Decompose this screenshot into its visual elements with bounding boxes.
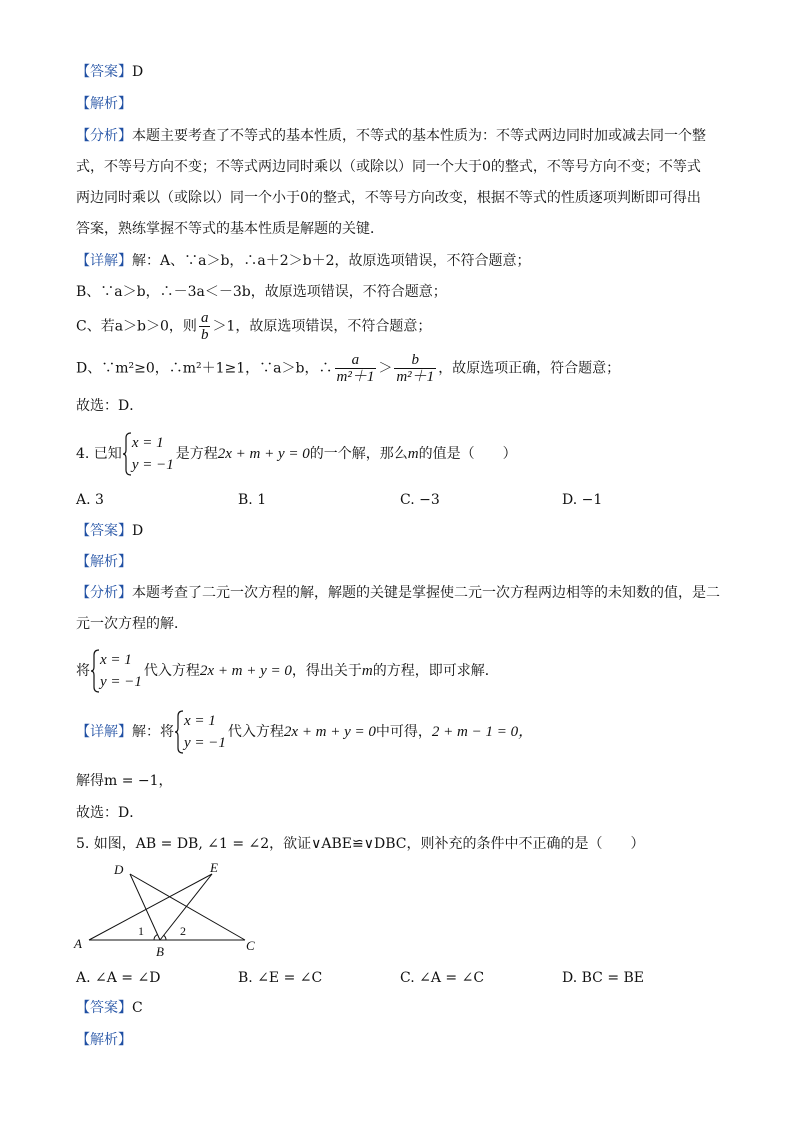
q4-answer: D [132, 523, 144, 539]
system-row-2: y = −1 [131, 457, 174, 473]
q4-stem-mid: 是方程 [175, 446, 218, 462]
q5-option-b: B. ∠E = ∠C [238, 970, 323, 986]
q5-analysis-tag [76, 1030, 132, 1050]
q3-detail-d [76, 352, 620, 385]
q5-stem: 5. 如图，AB = DB, ∠1 = ∠2，欲证∨ABE≌∨DBC，则补充的条件中不正确的是（ ） [76, 836, 645, 852]
equation-system [176, 710, 226, 754]
frac-den: b [200, 327, 209, 343]
q4-analysis-tag [76, 552, 132, 572]
q3-analysis-tag [76, 94, 132, 114]
var-m: m [407, 446, 419, 462]
q3-detail-d-post: ，故原选项正确，符合题意； [438, 360, 621, 377]
q3-detail-d-pre: D、∵m²≥0，∴m²＋1≥1，∵a＞b，∴ [76, 360, 333, 377]
label-E: E [210, 860, 218, 875]
q4-equation: 2x + m + y = 0 [199, 663, 292, 679]
q3-detail-c [76, 310, 431, 343]
q4-stem [76, 432, 517, 476]
angle-1-arc [154, 935, 158, 940]
label-angle-1: 1 [138, 924, 144, 938]
q4-option-b: B. 1 [238, 492, 267, 508]
frac-num: b [394, 352, 436, 369]
q3-detail-c-post: ＞1，故原选项错误，不符合题意； [212, 318, 432, 335]
frac-den: m²＋1 [336, 369, 375, 385]
system-row-2: y = −1 [100, 674, 142, 690]
fenxi-tag: 【分析】 [76, 585, 132, 601]
fraction-a-over-b [199, 310, 211, 343]
analysis-tag: 【解析】 [76, 1032, 132, 1048]
q4-option-c: C. −3 [400, 492, 440, 508]
q3-fenxi-line-1 [76, 126, 706, 146]
label-angle-2: 2 [180, 924, 186, 938]
q4-fenxi-text-1: 本题考查了二元一次方程的解，解题的关键是掌握使二元一次方程两边相等的未知数的值，是二 [132, 585, 720, 601]
q4-option-d: D. −1 [562, 492, 603, 508]
var-m: m [361, 663, 373, 679]
q4-fenxi-line-1 [76, 583, 720, 603]
frac-den: m²＋1 [396, 369, 435, 385]
q4-sub-post: ，得出关于 [291, 663, 362, 679]
q3-answer-line [76, 62, 143, 82]
q3-fenxi-line-3: 两边同时乘以（或除以）同一个小于0的整式，不等号方向改变，根据不等式的性质逐项判断即可得出 [76, 190, 701, 206]
q5-option-a: A. ∠A = ∠D [76, 970, 161, 986]
triangle-diagram [70, 856, 270, 960]
xiangjie-tag: 【详解】 [76, 253, 132, 269]
label-C: C [246, 938, 255, 953]
q4-detail-pre: 解：将 [132, 724, 174, 740]
q3-detail-a [76, 251, 531, 271]
q3-detail-c-pre: C、若a＞b＞0，则 [76, 318, 197, 335]
q4-fenxi-line-2: 元一次方程的解． [76, 616, 188, 632]
line-DC [130, 874, 245, 940]
system-row-2: y = −1 [184, 735, 226, 751]
q4-detail [76, 710, 533, 754]
q4-sub-mid: 代入方程 [143, 663, 200, 679]
q3-answer: D [132, 64, 144, 80]
label-A: A [74, 936, 82, 951]
label-D: D [114, 862, 124, 877]
analysis-tag: 【解析】 [76, 554, 132, 570]
q4-equation: 2x + m + y = 0 [217, 446, 310, 462]
q4-stem-post: 的一个解，那么 [309, 446, 408, 462]
q4-choose: 故选：D． [76, 805, 144, 821]
q5-answer-line [76, 998, 143, 1018]
label-B: B [156, 944, 164, 959]
system-row-1: x = 1 [131, 435, 164, 451]
gt-sign: ＞ [378, 360, 393, 377]
analysis-tag: 【解析】 [76, 96, 132, 112]
q3-fenxi-line-2: 式，不等号方向不变；不等式两边同时乘以（或除以）同一个大于0的整式，不等号方向不变；不等式 [76, 159, 701, 175]
answer-tag: 【答案】 [76, 1000, 132, 1016]
q4-detail-mid: 代入方程 [227, 724, 284, 740]
fenxi-tag: 【分析】 [76, 128, 132, 144]
xiangjie-tag: 【详解】 [76, 724, 132, 740]
q4-equation: 2x + m + y = 0 [283, 724, 376, 740]
q4-stem-pre: 4. 已知 [76, 446, 122, 462]
answer-tag: 【答案】 [76, 64, 132, 80]
q4-answer-line [76, 521, 143, 541]
q4-sub-end: 的方程，即可求解． [372, 663, 499, 679]
brace-icon [174, 710, 184, 754]
q4-detail-post: 中可得， [375, 724, 432, 740]
q3-detail-b: B、∵a＞b，∴－3a＜－3b，故原选项错误，不符合题意； [76, 284, 447, 300]
line-BE [160, 874, 212, 940]
brace-icon [122, 432, 132, 476]
q4-detail-eq: 2 + m − 1 = 0， [431, 724, 534, 740]
angle-2-arc [164, 935, 166, 940]
q4-sub-pre: 将 [76, 663, 90, 679]
q5-option-c: C. ∠A = ∠C [400, 970, 485, 986]
q5-option-d: D. BC = BE [562, 970, 645, 986]
fraction-a-over-m2p1 [335, 352, 377, 385]
q3-fenxi-text-1: 本题主要考查了不等式的基本性质，不等式的基本性质为：不等式两边同时加或减去同一个整 [132, 128, 706, 144]
q4-option-a: A. 3 [76, 492, 104, 508]
brace-icon [90, 649, 100, 693]
line-DB [130, 874, 160, 940]
q4-substitute [76, 649, 499, 693]
frac-num: a [200, 310, 209, 326]
equation-system [124, 432, 174, 476]
equation-system [92, 649, 142, 693]
fraction-b-over-m2p1 [394, 352, 436, 385]
q3-choose: 故选：D． [76, 398, 144, 414]
q3-detail-a-text: 解：A、∵a＞b，∴a＋2＞b＋2，故原选项错误，不符合题意； [132, 253, 531, 269]
system-row-1: x = 1 [184, 713, 216, 729]
q3-fenxi-line-4: 答案，熟练掌握不等式的基本性质是解题的关键． [76, 221, 384, 237]
q4-stem-end: 的值是（ ） [418, 446, 517, 462]
q5-answer: C [132, 1000, 143, 1016]
answer-tag: 【答案】 [76, 523, 132, 539]
line-AE [89, 874, 212, 940]
q4-solve: 解得m = −1， [76, 773, 173, 789]
frac-num: a [335, 352, 377, 369]
system-row-1: x = 1 [100, 652, 132, 668]
